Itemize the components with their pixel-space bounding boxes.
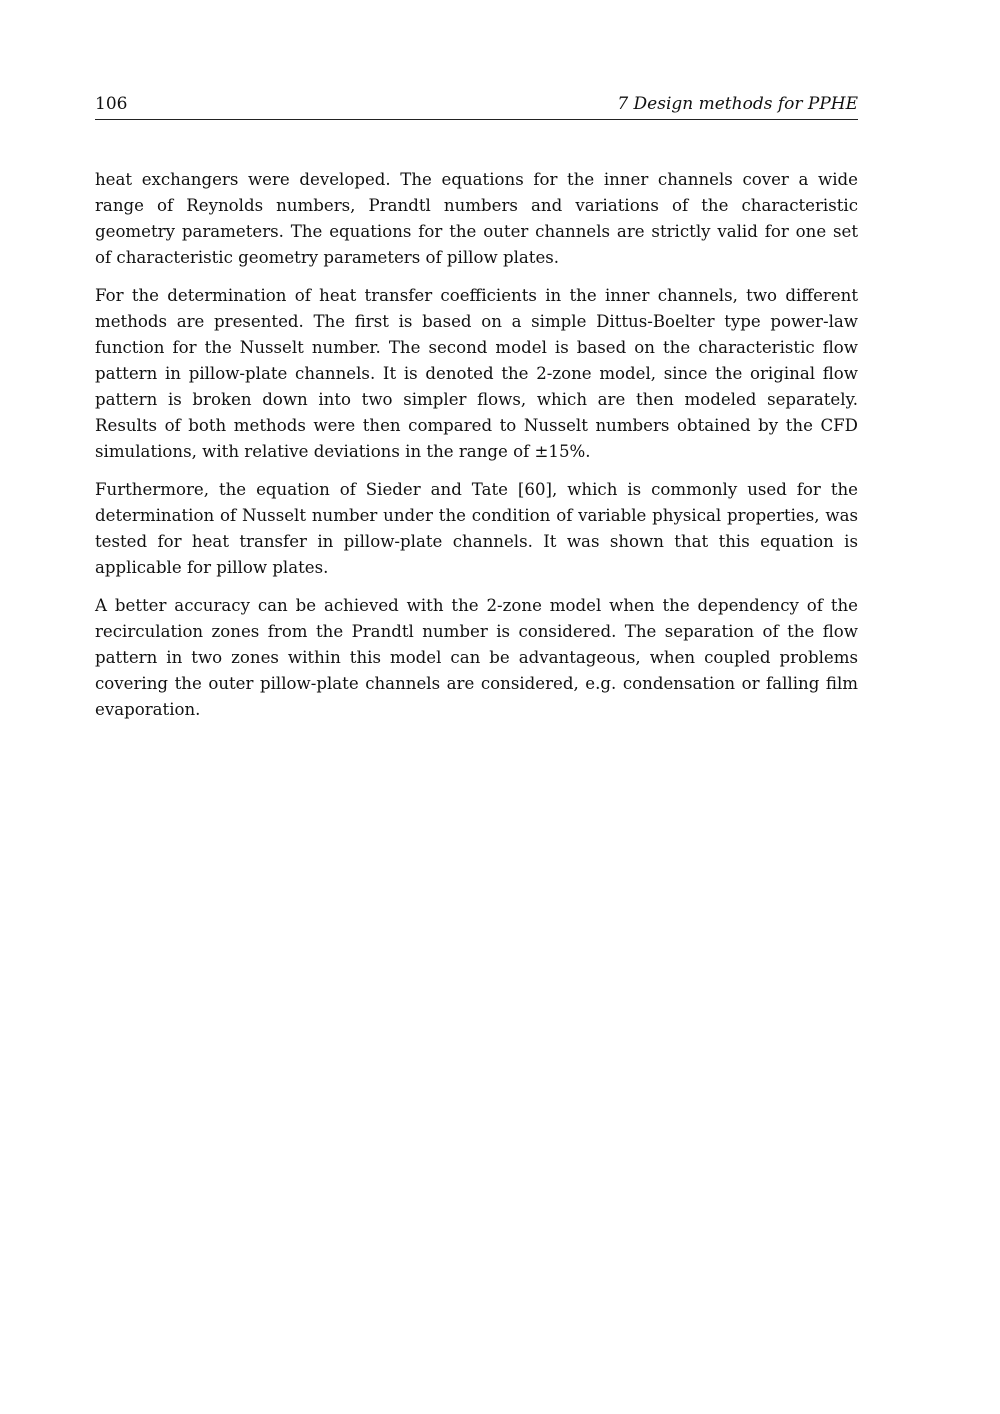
chapter-title: 7 Design methods for PPHE: [617, 94, 858, 114]
body-text: [95, 167, 858, 735]
page-header: [95, 92, 858, 120]
page-number: 106: [95, 94, 128, 114]
paragraph: Furthermore, the equation of Sieder and Tate [60], which is commonly used for the determination of Nusselt number under the condition of variable physical properties, was tested for heat transfer in pillow-plate channels. It was shown that this equation is applicable for pillow plates.: [95, 480, 858, 577]
paragraph: heat exchangers were developed. The equations for the inner channels cover a wide range of Reynolds numbers, Prandtl numbers and variations of the characteristic geometry parameters. The equations for the outer channels are strictly valid for one set of characteristic geometry parameters of pillow plates.: [95, 170, 858, 267]
paragraph: For the determination of heat transfer coefficients in the inner channels, two different methods are presented. The first is based on a simple Dittus-Boelter type power-law function for the Nusselt number. The second model is based on the characteristic flow pattern in pillow-plate channels. It is denoted the 2-zone model, since the original flow pattern is broken down into two simpler flows, which are then modeled separately. Results of both methods were then compared to Nusselt numbers obtained by the CFD simulations, with relative deviations in the range of ±15%.: [95, 286, 858, 461]
paragraph: A better accuracy can be achieved with the 2-zone model when the dependency of the recirculation zones from the Prandtl number is considered. The separation of the flow pattern in two zones within this model can be advantageous, when coupled problems covering the outer pillow-plate channels are considered, e.g. condensation or falling film evaporation.: [95, 596, 858, 719]
